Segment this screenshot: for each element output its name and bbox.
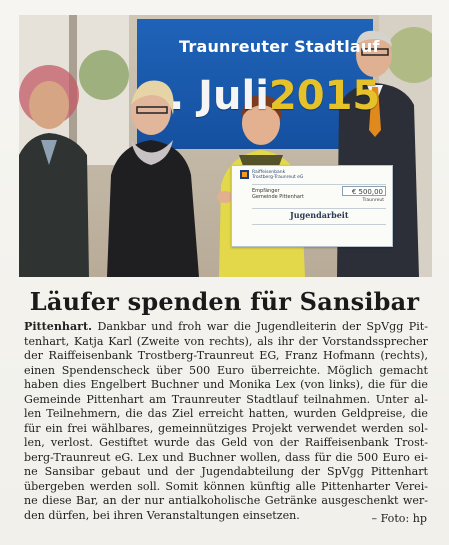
cheque-bank-name — [252, 170, 303, 180]
cheque-rule — [252, 184, 386, 185]
cheque-payee — [252, 188, 304, 200]
cheque-rule — [252, 224, 386, 225]
article-line: Gemeinde Pittenhart am Traunreuter Stadtlauf teilnahmen. Unter al- — [24, 392, 428, 406]
article-line: len Teilnehmern, die das Ziel erreicht hatten, wurden Geldpreise, die — [24, 407, 428, 420]
article-line: den dürfen, bei ihren Veranstaltungen einsetzen. — [24, 508, 300, 522]
cheque-amount: € 500,00 — [342, 186, 386, 196]
article-line: für ein frei wählbares, gemeinnütziges Projekt verwendet werden sol- — [24, 421, 428, 435]
article-line: haben dies Engelbert Buchner und Monika Lex (von links), die für die — [24, 378, 428, 391]
article-line: berg-Traunreut eG. Lex und Buchner wollen, dass für die 500 Euro ei- — [24, 450, 428, 464]
cheque-place: Traunreut — [362, 198, 384, 203]
banner-date — [169, 73, 380, 119]
article-line: ne diese Bar, an der nur antialkoholische Getränke ausgeschenkt wer- — [24, 494, 428, 507]
banner-date-day: . Juli — [169, 73, 269, 119]
article-line — [24, 320, 428, 335]
bank-logo-icon — [240, 170, 249, 179]
cheque-payee-label: Empfänger — [252, 188, 280, 194]
cheque-purpose: Jugendarbeit — [290, 210, 349, 220]
article-line: ne Sansibar gebaut und der Jugendabteilung der SpVgg Pittenhart — [24, 465, 428, 478]
cheque-payee-name: Gemeinde Pittenhart — [252, 194, 305, 200]
article-line-text: Dankbar und froh war die Jugendleiterin der SpVgg Pit- — [92, 320, 428, 333]
article-headline: Läufer spenden für Sansibar — [29, 287, 420, 316]
article-dateline: Pittenhart. — [24, 320, 93, 333]
article-line: tenhart, Katja Karl (Zweite von rechts), als ihr der Vorstandssprecher — [24, 334, 428, 348]
donation-cheque — [231, 165, 393, 247]
article-line: übergeben werden soll. Somit können künftig alle Pittenharter Verei- — [24, 479, 428, 493]
article-body — [24, 320, 428, 523]
banner-date-year: 2015 — [268, 73, 381, 119]
cheque-bank-line-2: Trostberg-Traunreut eG — [252, 175, 304, 180]
article-line: der Raiffeisenbank Trostberg-Traunreut EG, Franz Hofmann (rechts), — [24, 349, 428, 362]
article-line: einen Spendenscheck über 500 Euro überreichte. Möglich gemacht — [24, 363, 428, 377]
article-line: len, verlost. Gestiftet wurde das Geld von der Raiffeisenbank Trost- — [24, 436, 428, 449]
article-photo — [19, 15, 432, 277]
banner-title: Traunreuter Stadtlauf — [179, 37, 380, 56]
cheque-bank-line-1: Raiffeisenbank — [252, 170, 286, 175]
cheque-rule — [252, 208, 386, 209]
photo-credit: – Foto: hp — [371, 512, 427, 525]
